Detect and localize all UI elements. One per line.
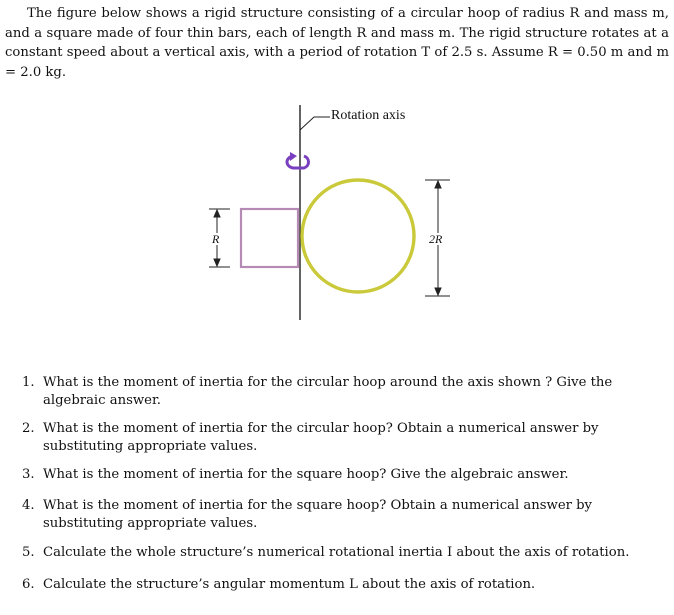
question-number: 4. (22, 498, 35, 513)
question-text: What is the moment of inertia for the square hoop? Give the algebraic answer. (43, 467, 569, 482)
structure-figure (200, 100, 470, 325)
question-number: 6. (22, 577, 35, 592)
question-text: Calculate the whole structure’s numerical rotational inertia I about the axis of rotation. (43, 545, 630, 560)
question-item (0, 544, 674, 562)
question-item (0, 497, 674, 533)
figure-drawing (200, 100, 470, 325)
question-number: 5. (22, 545, 35, 560)
rotation-arrow-icon (287, 152, 309, 168)
problem-intro: The figure below shows a rigid structure consisting of a circular hoop of radius R and mass m, and a square made of four thin bars, each of length R and mass m. The rigid structure rotates at a constant speed about a vertical axis, with a period of rotation T of 2.5 s. Assume R = 0.50 m and m = 2.0 kg. (5, 6, 669, 80)
square-frame (241, 209, 298, 267)
question-list (0, 374, 674, 594)
question-text: What is the moment of inertia for the circular hoop around the axis shown ? Give the algebraic answer. (43, 375, 613, 408)
question-text: What is the moment of inertia for the circular hoop? Obtain a numerical answer by substituting appropriate values. (43, 421, 599, 454)
square-dimension-label: R (212, 232, 220, 246)
rotation-axis-label: Rotation axis (331, 108, 406, 123)
question-text: What is the moment of inertia for the square hoop? Obtain a numerical answer by substituting appropriate values. (43, 498, 593, 531)
question-number: 3. (22, 467, 35, 482)
question-number: 1. (22, 375, 35, 390)
question-text: Calculate the structure’s angular momentum L about the axis of rotation. (43, 577, 536, 592)
circular-hoop (302, 180, 414, 292)
question-item (0, 576, 674, 594)
question-item (0, 374, 674, 410)
question-number: 2. (22, 421, 35, 436)
question-item (0, 466, 674, 484)
axis-label-leader (300, 117, 330, 130)
hoop-dimension-label: 2R (429, 232, 443, 246)
question-item (0, 420, 674, 456)
